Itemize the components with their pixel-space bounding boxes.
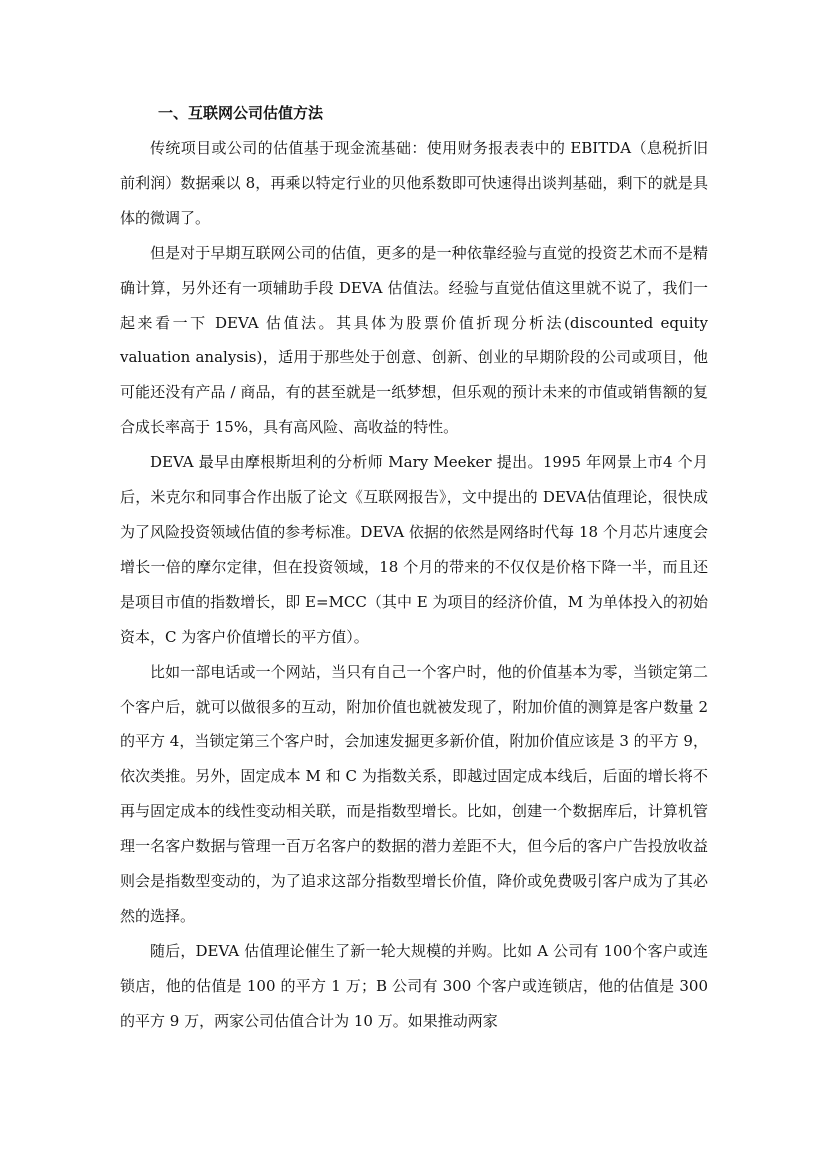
paragraph-network-value-example: 比如一部电话或一个网站，当只有自己一个客户时，他的价值基本为零，当锁定第二个客户后，就可以做很多的互动，附加价值也就被发现了，附加价值的测算是客户数量 2 的平方 4，当锁定第三个客户时，会加速发掘更多新价值，附加价值应该是 3 的平方 9，依次类推。另外，固定成本 M 和 C 为指数关系，即越过固定成本线后，后面的增长将不再与固定成本的线性变动相关联，而是指数型增长。比如，创建一个数据库后，计算机管理一名客户数据与管理一百万名客户的数据的潜力差距不大，但今后的客户广告投放收益则会是指数型变动的，为了追求这部分指数型增长价值，降价或免费吸引客户成为了其必然的选择。 — [120, 662, 708, 925]
section-heading: 一、互联网公司估值方法 — [158, 104, 324, 122]
paragraph-deva-origin: DEVA 最早由摩根斯坦利的分析师 Mary Meeker 提出。1995 年网景上市4 个月后，米克尔和同事合作出版了论文《互联网报告》，文中提出的 DEVA估值理论，很快成为了风险投资领域估值的参考标准。DEVA 依据的依然是网络时代每 18 个月芯片速度会增长一倍的摩尔定律，但在投资领域，18 个月的带来的不仅仅是价格下降一半，而且还是项目市值的指数增长，即 E=MCC（其中 E 为项目的经济价值，M 为单体投入的初始资本，C 为客户价值增长的平方值）。 — [120, 453, 708, 646]
paragraph-traditional-valuation: 传统项目或公司的估值基于现金流基础：使用财务报表表中的 EBITDA（息税折旧前利润）数据乘以 8，再乘以特定行业的贝他系数即可快速得出谈判基础，剩下的就是具体的微调了。 — [120, 139, 708, 227]
document-page — [120, 96, 708, 1039]
paragraph-early-internet-valuation: 但是对于早期互联网公司的估值，更多的是一种依靠经验与直觉的投资艺术而不是精确计算，另外还有一项辅助手段 DEVA 估值法。经验与直觉估值这里就不说了，我们一起来看一下 DEVA 估值法。其具体为股票价值折现分析法(discounted equity valuation analysis)，适用于那些处于创意、创新、创业的早期阶段的公司或项目，他可能还没有产品 / 商品，有的甚至就是一纸梦想，但乐观的预计未来的市值或销售额的复合成长率高于 15%，具有高风险、高收益的特性。 — [120, 243, 708, 437]
paragraph-mergers: 随后，DEVA 估值理论催生了新一轮大规模的并购。比如 A 公司有 100个客户或连锁店，他的估值是 100 的平方 1 万；B 公司有 300 个客户或连锁店，他的估值是 300 的平方 9 万，两家公司估值合计为 10 万。如果推动两家 — [120, 941, 708, 1030]
